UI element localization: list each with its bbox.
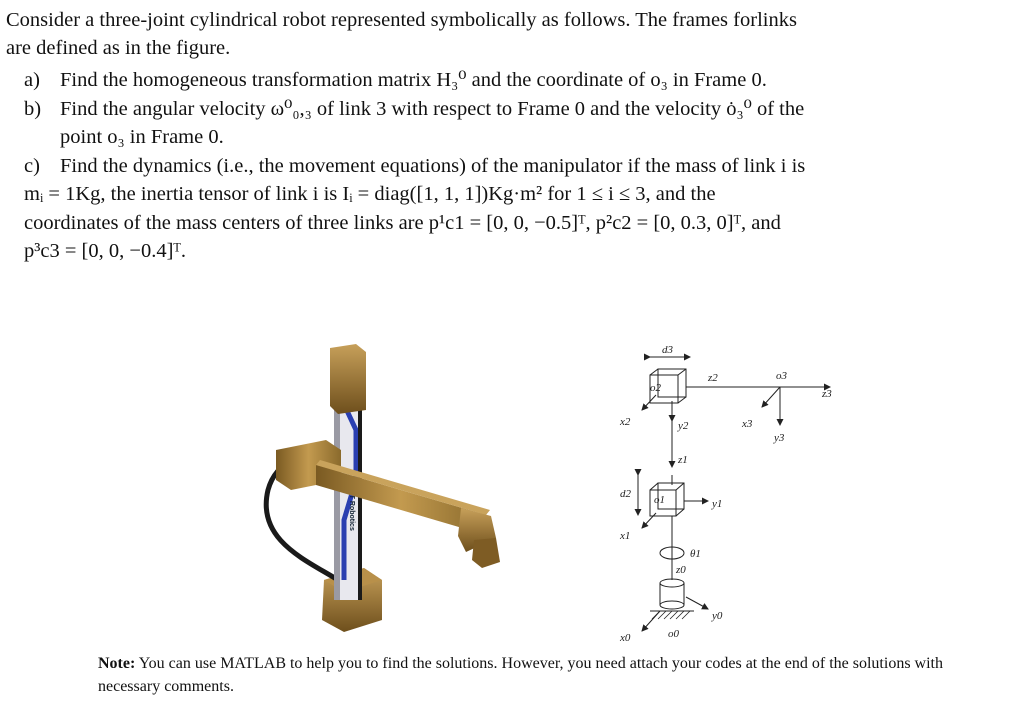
question-b-label: b) — [24, 97, 42, 120]
robot-brand-label: ST Robotics — [348, 490, 355, 531]
question-c-line-4: p³c3 = [0, 0, −0.4]ᵀ. — [24, 240, 186, 262]
label-x2: x2 — [620, 416, 631, 428]
question-b-line-1: Find the angular velocity ω⁰₀,₃ of link 3 with respect to Frame 0 and the velocity ȯ₃⁰ of the — [60, 97, 805, 120]
label-y0: y0 — [712, 610, 723, 622]
intro-line-2: are defined as in the figure. — [6, 37, 231, 59]
question-c-line-3: coordinates of the mass centers of three links are p¹c1 = [0, 0, −0.5]ᵀ, p²c2 = [0, 0.3, 0]ᵀ, and — [24, 211, 781, 234]
label-y3: y3 — [774, 432, 785, 444]
note-paragraph — [98, 652, 998, 698]
question-b-line-2: point o₃ in Frame 0. — [60, 126, 224, 148]
label-z2: z2 — [708, 372, 718, 384]
label-z1: z1 — [678, 454, 688, 466]
question-c-line-1: Find the dynamics (i.e., the movement equations) of the manipulator if the mass of link i is — [60, 154, 806, 177]
kinematic-diagram — [590, 335, 890, 655]
label-y2: y2 — [678, 420, 689, 432]
label-d3: d3 — [662, 344, 673, 356]
problem-intro — [6, 6, 1012, 62]
label-x0: x0 — [620, 632, 631, 644]
intro-line-1: Consider a three-joint cylindrical robot represented symbolically as follows. The frames forlinks — [6, 9, 797, 31]
question-c — [24, 152, 1014, 181]
label-x3: x3 — [742, 418, 753, 430]
label-z3: z3 — [822, 388, 832, 400]
label-theta1: θ1 — [690, 548, 701, 560]
question-b — [24, 95, 1014, 152]
robot-photo — [246, 340, 546, 640]
label-x1: x1 — [620, 530, 631, 542]
note-label: Note: — [98, 655, 136, 672]
question-c-label: c) — [24, 154, 40, 177]
label-z0: z0 — [676, 564, 686, 576]
label-y1: y1 — [712, 498, 723, 510]
question-a — [24, 66, 1014, 95]
label-o1: o1 — [654, 494, 665, 506]
question-a-label: a) — [24, 69, 40, 91]
label-o2: o2 — [650, 382, 661, 394]
note-text: You can use MATLAB to help you to find the solutions. However, you need attach your codes at the end of the solutions with necessary comments. — [98, 655, 943, 695]
question-c-line-2: mᵢ = 1Kg, the inertia tensor of link i is Iᵢ = diag([1, 1, 1])Kg·m² for 1 ≤ i ≤ 3, and the — [24, 183, 716, 205]
question-list — [24, 66, 1014, 266]
label-o0: o0 — [668, 628, 679, 640]
label-o3: o3 — [776, 370, 787, 382]
label-d2: d2 — [620, 488, 631, 500]
question-a-text: Find the homogeneous transformation matrix H₃⁰ and the coordinate of o₃ in Frame 0. — [60, 69, 767, 91]
